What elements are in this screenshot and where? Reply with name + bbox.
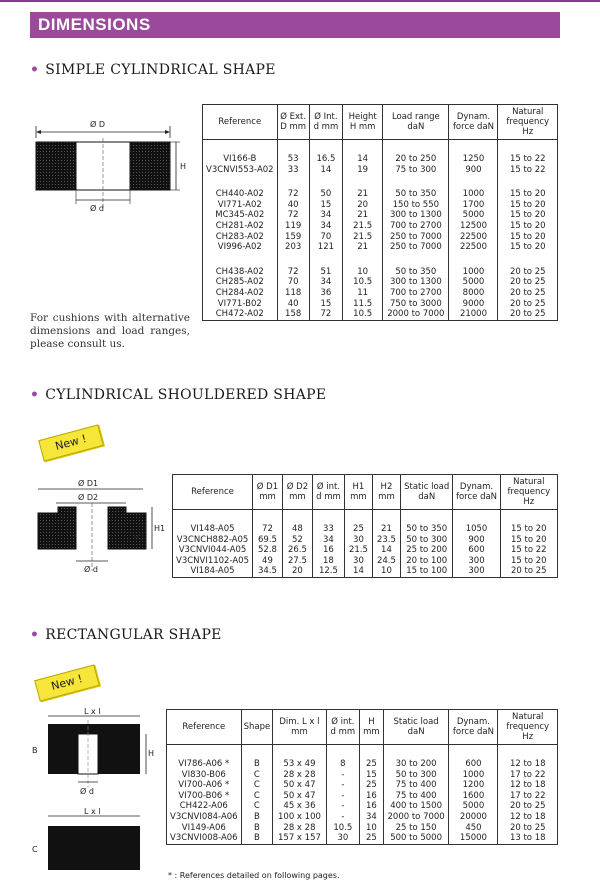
value-cell: 16.5 — [309, 140, 342, 165]
consult-note: For cushions with alternative dimensions and load ranges, please consult us. — [30, 312, 190, 350]
reference-cell: CH285-A02 — [203, 277, 278, 288]
column-header: H2 mm — [372, 475, 400, 510]
reference-cell: VI771-B02 — [203, 299, 278, 310]
value-cell: 72 — [277, 210, 309, 221]
value-cell: 51 — [309, 253, 342, 278]
reference-cell: V3CNVI008-A06 — [167, 833, 242, 844]
column-header: Dynam. force daN — [449, 105, 498, 140]
value-cell: 11.5 — [343, 299, 383, 310]
column-header: Ø int. d mm — [312, 475, 344, 510]
value-cell: 15 to 20 — [498, 232, 558, 243]
value-cell: 1000 — [449, 770, 498, 781]
reference-cell: VI830-B06 — [167, 770, 242, 781]
value-cell: 50 to 350 — [383, 253, 449, 278]
value-cell: 40 — [277, 299, 309, 310]
value-cell: 250 to 7000 — [383, 242, 449, 253]
value-cell: 10 — [343, 253, 383, 278]
value-cell: 28 x 28 — [273, 770, 327, 781]
h-label: H — [180, 162, 187, 171]
value-cell: 21.5 — [343, 232, 383, 243]
reference-cell: VI166-B — [203, 140, 278, 165]
value-cell: 1200 — [449, 780, 498, 791]
value-cell: 1050 — [453, 510, 500, 535]
value-cell: 1000 — [449, 253, 498, 278]
new-badge: New ! — [38, 424, 104, 461]
value-cell: 30 — [344, 556, 372, 567]
value-cell: 34 — [360, 812, 384, 823]
value-cell: 14 — [343, 140, 383, 165]
value-cell: 250 to 7000 — [383, 232, 449, 243]
value-cell: 15 to 20 — [498, 200, 558, 211]
value-cell: C — [241, 780, 273, 791]
value-cell: 25 — [344, 510, 372, 535]
value-cell: 5000 — [449, 277, 498, 288]
table-row — [203, 309, 558, 320]
table-header-row — [173, 475, 558, 510]
value-cell: 21 — [343, 175, 383, 200]
value-cell: B — [241, 745, 273, 770]
value-cell: 8 — [326, 745, 359, 770]
value-cell: 25 to 200 — [400, 545, 452, 556]
value-cell: 15 to 20 — [498, 210, 558, 221]
value-cell: 16 — [360, 801, 384, 812]
value-cell: 20 to 25 — [498, 823, 558, 834]
value-cell: 12.5 — [312, 566, 344, 577]
value-cell: 15000 — [449, 833, 498, 844]
value-cell: 50 — [309, 175, 342, 200]
value-cell: 25 — [360, 745, 384, 770]
value-cell: 700 to 2700 — [383, 288, 449, 299]
table-rectangular — [166, 709, 558, 845]
value-cell: 50 to 300 — [400, 535, 452, 546]
column-header: Ø Int. d mm — [309, 105, 342, 140]
id-label: Ø d — [90, 204, 104, 212]
reference-cell: VI700-B06 * — [167, 791, 242, 802]
value-cell: 5000 — [449, 801, 498, 812]
od-label: Ø D — [90, 120, 105, 129]
bullet-icon: • — [30, 627, 40, 643]
table-simple-cylindrical — [202, 104, 558, 321]
table-row — [203, 253, 558, 278]
value-cell: 15 — [360, 770, 384, 781]
value-cell: C — [241, 791, 273, 802]
table-row — [167, 801, 558, 812]
value-cell: 45 x 36 — [273, 801, 327, 812]
table-row — [203, 232, 558, 243]
shouldered-id-label: Ø d — [84, 565, 98, 574]
value-cell: 34 — [309, 210, 342, 221]
table-row — [167, 780, 558, 791]
shape-b-label: B — [32, 746, 38, 755]
value-cell: 50 x 47 — [273, 780, 327, 791]
value-cell: - — [326, 780, 359, 791]
value-cell: 33 — [312, 510, 344, 535]
reference-cell: V3CNCH882-A05 — [173, 535, 253, 546]
column-header: H1 mm — [344, 475, 372, 510]
value-cell: - — [326, 770, 359, 781]
value-cell: 34 — [309, 221, 342, 232]
table-row — [203, 200, 558, 211]
value-cell: 10 — [372, 566, 400, 577]
table-row — [167, 745, 558, 770]
reference-cell: VI786-A06 * — [167, 745, 242, 770]
value-cell: 28 x 28 — [273, 823, 327, 834]
table-row — [167, 823, 558, 834]
new-badge: New ! — [34, 664, 100, 701]
value-cell: 34 — [309, 277, 342, 288]
value-cell: 20 to 25 — [498, 309, 558, 320]
value-cell: 17 to 22 — [498, 791, 558, 802]
bullet-icon: • — [30, 62, 40, 78]
table-shouldered — [172, 474, 558, 578]
shape-c-label: C — [32, 845, 38, 854]
value-cell: 1600 — [449, 791, 498, 802]
table-row — [167, 812, 558, 823]
value-cell: - — [326, 801, 359, 812]
value-cell: 50 x 47 — [273, 791, 327, 802]
value-cell: 53 x 49 — [273, 745, 327, 770]
value-cell: C — [241, 770, 273, 781]
value-cell: 40 — [277, 200, 309, 211]
reference-cell: VI996-A02 — [203, 242, 278, 253]
value-cell: 5000 — [449, 210, 498, 221]
value-cell: 20 to 25 — [500, 566, 557, 577]
value-cell: 15 to 20 — [498, 242, 558, 253]
value-cell: 500 to 5000 — [383, 833, 449, 844]
value-cell: 2000 to 7000 — [383, 309, 449, 320]
value-cell: 700 to 2700 — [383, 221, 449, 232]
column-header: Natural frequency Hz — [498, 710, 558, 745]
footnote: * : References detailed on following pages. — [168, 871, 340, 880]
top-rule — [0, 0, 600, 2]
table-row — [203, 175, 558, 200]
h2-label: H2 — [133, 533, 145, 542]
value-cell: 300 to 1300 — [383, 210, 449, 221]
value-cell: 50 to 350 — [400, 510, 452, 535]
reference-cell: CH284-A02 — [203, 288, 278, 299]
table-row — [203, 210, 558, 221]
value-cell: 12 to 18 — [498, 780, 558, 791]
value-cell: 150 to 550 — [383, 200, 449, 211]
value-cell: 15 to 22 — [498, 165, 558, 176]
value-cell: 159 — [277, 232, 309, 243]
column-header: Height H mm — [343, 105, 383, 140]
value-cell: 23.5 — [372, 535, 400, 546]
reference-cell: CH283-A02 — [203, 232, 278, 243]
value-cell: 450 — [449, 823, 498, 834]
value-cell: 72 — [252, 510, 282, 535]
reference-cell: CH281-A02 — [203, 221, 278, 232]
value-cell: 14 — [344, 566, 372, 577]
value-cell: 900 — [449, 165, 498, 176]
value-cell: 20000 — [449, 812, 498, 823]
value-cell: 8000 — [449, 288, 498, 299]
value-cell: 20 — [282, 566, 312, 577]
value-cell: 75 to 400 — [383, 780, 449, 791]
rect-h-label: H — [148, 749, 155, 758]
rectangular-diagram — [28, 708, 163, 878]
reference-cell: CH438-A02 — [203, 253, 278, 278]
reference-cell: V3CNVI553-A02 — [203, 165, 278, 176]
value-cell: 34.5 — [252, 566, 282, 577]
column-header: Natural frequency Hz — [498, 105, 558, 140]
value-cell: 15 to 100 — [400, 566, 452, 577]
value-cell: 12 to 18 — [498, 812, 558, 823]
value-cell: 750 to 3000 — [383, 299, 449, 310]
lxl-bottom-label: L x l — [84, 807, 101, 816]
value-cell: 20 to 25 — [498, 253, 558, 278]
reference-cell: VI700-A06 * — [167, 780, 242, 791]
value-cell: 52 — [282, 535, 312, 546]
column-header: Reference — [167, 710, 242, 745]
value-cell: 16 — [360, 791, 384, 802]
column-header: Static load daN — [400, 475, 452, 510]
value-cell: B — [241, 833, 273, 844]
value-cell: 34 — [312, 535, 344, 546]
bullet-icon: • — [30, 387, 40, 403]
value-cell: 9000 — [449, 299, 498, 310]
simple-cylinder-diagram — [28, 112, 188, 212]
value-cell: 49 — [252, 556, 282, 567]
table-row — [203, 221, 558, 232]
rect-id-label: Ø d — [80, 787, 94, 796]
value-cell: 300 to 1300 — [383, 277, 449, 288]
table-row — [203, 242, 558, 253]
value-cell: 52.8 — [252, 545, 282, 556]
value-cell: 300 — [453, 566, 500, 577]
table-row — [167, 791, 558, 802]
table-header-row — [167, 710, 558, 745]
table-row — [203, 277, 558, 288]
column-header: Ø int. d mm — [326, 710, 359, 745]
value-cell: 18 — [312, 556, 344, 567]
value-cell: 75 to 400 — [383, 791, 449, 802]
table-row — [203, 140, 558, 165]
value-cell: 12 to 18 — [498, 745, 558, 770]
table-row — [167, 833, 558, 844]
value-cell: 15 to 20 — [498, 221, 558, 232]
value-cell: - — [326, 812, 359, 823]
value-cell: 21.5 — [343, 221, 383, 232]
column-header: Shape — [241, 710, 273, 745]
value-cell: 20 to 250 — [383, 140, 449, 165]
value-cell: 20 to 25 — [498, 288, 558, 299]
table-row — [203, 299, 558, 310]
value-cell: 20 to 25 — [498, 801, 558, 812]
value-cell: 10 — [360, 823, 384, 834]
value-cell: 14 — [309, 165, 342, 176]
value-cell: 600 — [449, 745, 498, 770]
value-cell: 50 to 300 — [383, 770, 449, 781]
value-cell: 25 — [360, 833, 384, 844]
value-cell: 15 — [309, 299, 342, 310]
page-title: DIMENSIONS — [30, 12, 560, 38]
column-header: Reference — [173, 475, 253, 510]
section-title-simple: • SIMPLE CYLINDRICAL SHAPE — [30, 62, 276, 78]
value-cell: 900 — [453, 535, 500, 546]
section-title-rectangular: • RECTANGULAR SHAPE — [30, 627, 222, 643]
value-cell: - — [326, 791, 359, 802]
table-row — [203, 288, 558, 299]
value-cell: 16 — [312, 545, 344, 556]
value-cell: 1700 — [449, 200, 498, 211]
value-cell: 19 — [343, 165, 383, 176]
value-cell: 72 — [277, 175, 309, 200]
value-cell: 30 to 200 — [383, 745, 449, 770]
value-cell: 20 to 25 — [498, 277, 558, 288]
value-cell: 21 — [372, 510, 400, 535]
value-cell: 69.5 — [252, 535, 282, 546]
value-cell: 10.5 — [326, 823, 359, 834]
value-cell: 72 — [277, 253, 309, 278]
value-cell: 24.5 — [372, 556, 400, 567]
reference-cell: CH422-A06 — [167, 801, 242, 812]
reference-cell: V3CNVI084-A06 — [167, 812, 242, 823]
value-cell: 21.5 — [344, 545, 372, 556]
value-cell: 15 to 22 — [500, 545, 557, 556]
value-cell: 72 — [309, 309, 342, 320]
column-header: H mm — [360, 710, 384, 745]
value-cell: 70 — [309, 232, 342, 243]
value-cell: 53 — [277, 140, 309, 165]
value-cell: 600 — [453, 545, 500, 556]
value-cell: 33 — [277, 165, 309, 176]
value-cell: 15 to 20 — [500, 535, 557, 546]
value-cell: 15 to 20 — [498, 175, 558, 200]
value-cell: 50 to 350 — [383, 175, 449, 200]
value-cell: 15 to 20 — [500, 510, 557, 535]
table-row — [167, 770, 558, 781]
value-cell: 100 x 100 — [273, 812, 327, 823]
column-header: Dynam. force daN — [449, 710, 498, 745]
table-row — [173, 556, 558, 567]
reference-cell: CH440-A02 — [203, 175, 278, 200]
value-cell: 15 to 22 — [498, 140, 558, 165]
reference-cell: CH472-A02 — [203, 309, 278, 320]
table-row — [203, 165, 558, 176]
value-cell: 20 to 25 — [498, 299, 558, 310]
value-cell: 157 x 157 — [273, 833, 327, 844]
column-header: Dim. L x l mm — [273, 710, 327, 745]
h1-label: H1 — [154, 524, 166, 533]
value-cell: 121 — [309, 242, 342, 253]
table-row — [173, 535, 558, 546]
section-title-shouldered: • CYLINDRICAL SHOULDERED SHAPE — [30, 387, 327, 403]
value-cell: 75 to 300 — [383, 165, 449, 176]
value-cell: 11 — [343, 288, 383, 299]
value-cell: 119 — [277, 221, 309, 232]
column-header: Natural frequency Hz — [500, 475, 557, 510]
column-header: Load range daN — [383, 105, 449, 140]
reference-cell: VI771-A02 — [203, 200, 278, 211]
value-cell: 203 — [277, 242, 309, 253]
table-header-row — [203, 105, 558, 140]
value-cell: 20 — [343, 200, 383, 211]
value-cell: 36 — [309, 288, 342, 299]
value-cell: 26.5 — [282, 545, 312, 556]
value-cell: 21 — [343, 242, 383, 253]
value-cell: B — [241, 823, 273, 834]
table-row — [173, 510, 558, 535]
value-cell: 2000 to 7000 — [383, 812, 449, 823]
lxl-top-label: L x l — [84, 708, 101, 716]
table-row — [173, 545, 558, 556]
od1-label: Ø D1 — [78, 479, 99, 488]
value-cell: B — [241, 812, 273, 823]
table-row — [173, 566, 558, 577]
value-cell: 1000 — [449, 175, 498, 200]
value-cell: 14 — [372, 545, 400, 556]
od2-label: Ø D2 — [78, 493, 99, 502]
value-cell: C — [241, 801, 273, 812]
value-cell: 17 to 22 — [498, 770, 558, 781]
value-cell: 70 — [277, 277, 309, 288]
reference-cell: VI149-A06 — [167, 823, 242, 834]
value-cell: 158 — [277, 309, 309, 320]
shouldered-cylinder-diagram — [28, 475, 168, 580]
value-cell: 15 to 20 — [500, 556, 557, 567]
value-cell: 300 — [453, 556, 500, 567]
value-cell: 27.5 — [282, 556, 312, 567]
value-cell: 25 to 150 — [383, 823, 449, 834]
value-cell: 118 — [277, 288, 309, 299]
value-cell: 12500 — [449, 221, 498, 232]
reference-cell: VI184-A05 — [173, 566, 253, 577]
value-cell: 21 — [343, 210, 383, 221]
value-cell: 13 to 18 — [498, 833, 558, 844]
reference-cell: V3CNVI1102-A05 — [173, 556, 253, 567]
value-cell: 15 — [309, 200, 342, 211]
value-cell: 22500 — [449, 242, 498, 253]
value-cell: 30 — [344, 535, 372, 546]
value-cell: 48 — [282, 510, 312, 535]
reference-cell: VI148-A05 — [173, 510, 253, 535]
value-cell: 20 to 100 — [400, 556, 452, 567]
value-cell: 30 — [326, 833, 359, 844]
value-cell: 21000 — [449, 309, 498, 320]
value-cell: 400 to 1500 — [383, 801, 449, 812]
column-header: Ø Ext. D mm — [277, 105, 309, 140]
reference-cell: MC345-A02 — [203, 210, 278, 221]
column-header: Static load daN — [383, 710, 449, 745]
value-cell: 22500 — [449, 232, 498, 243]
value-cell: 25 — [360, 780, 384, 791]
column-header: Dynam. force daN — [453, 475, 500, 510]
value-cell: 10.5 — [343, 277, 383, 288]
column-header: Reference — [203, 105, 278, 140]
column-header: Ø D1 mm — [252, 475, 282, 510]
column-header: Ø D2 mm — [282, 475, 312, 510]
reference-cell: V3CNVI044-A05 — [173, 545, 253, 556]
value-cell: 10.5 — [343, 309, 383, 320]
value-cell: 1250 — [449, 140, 498, 165]
